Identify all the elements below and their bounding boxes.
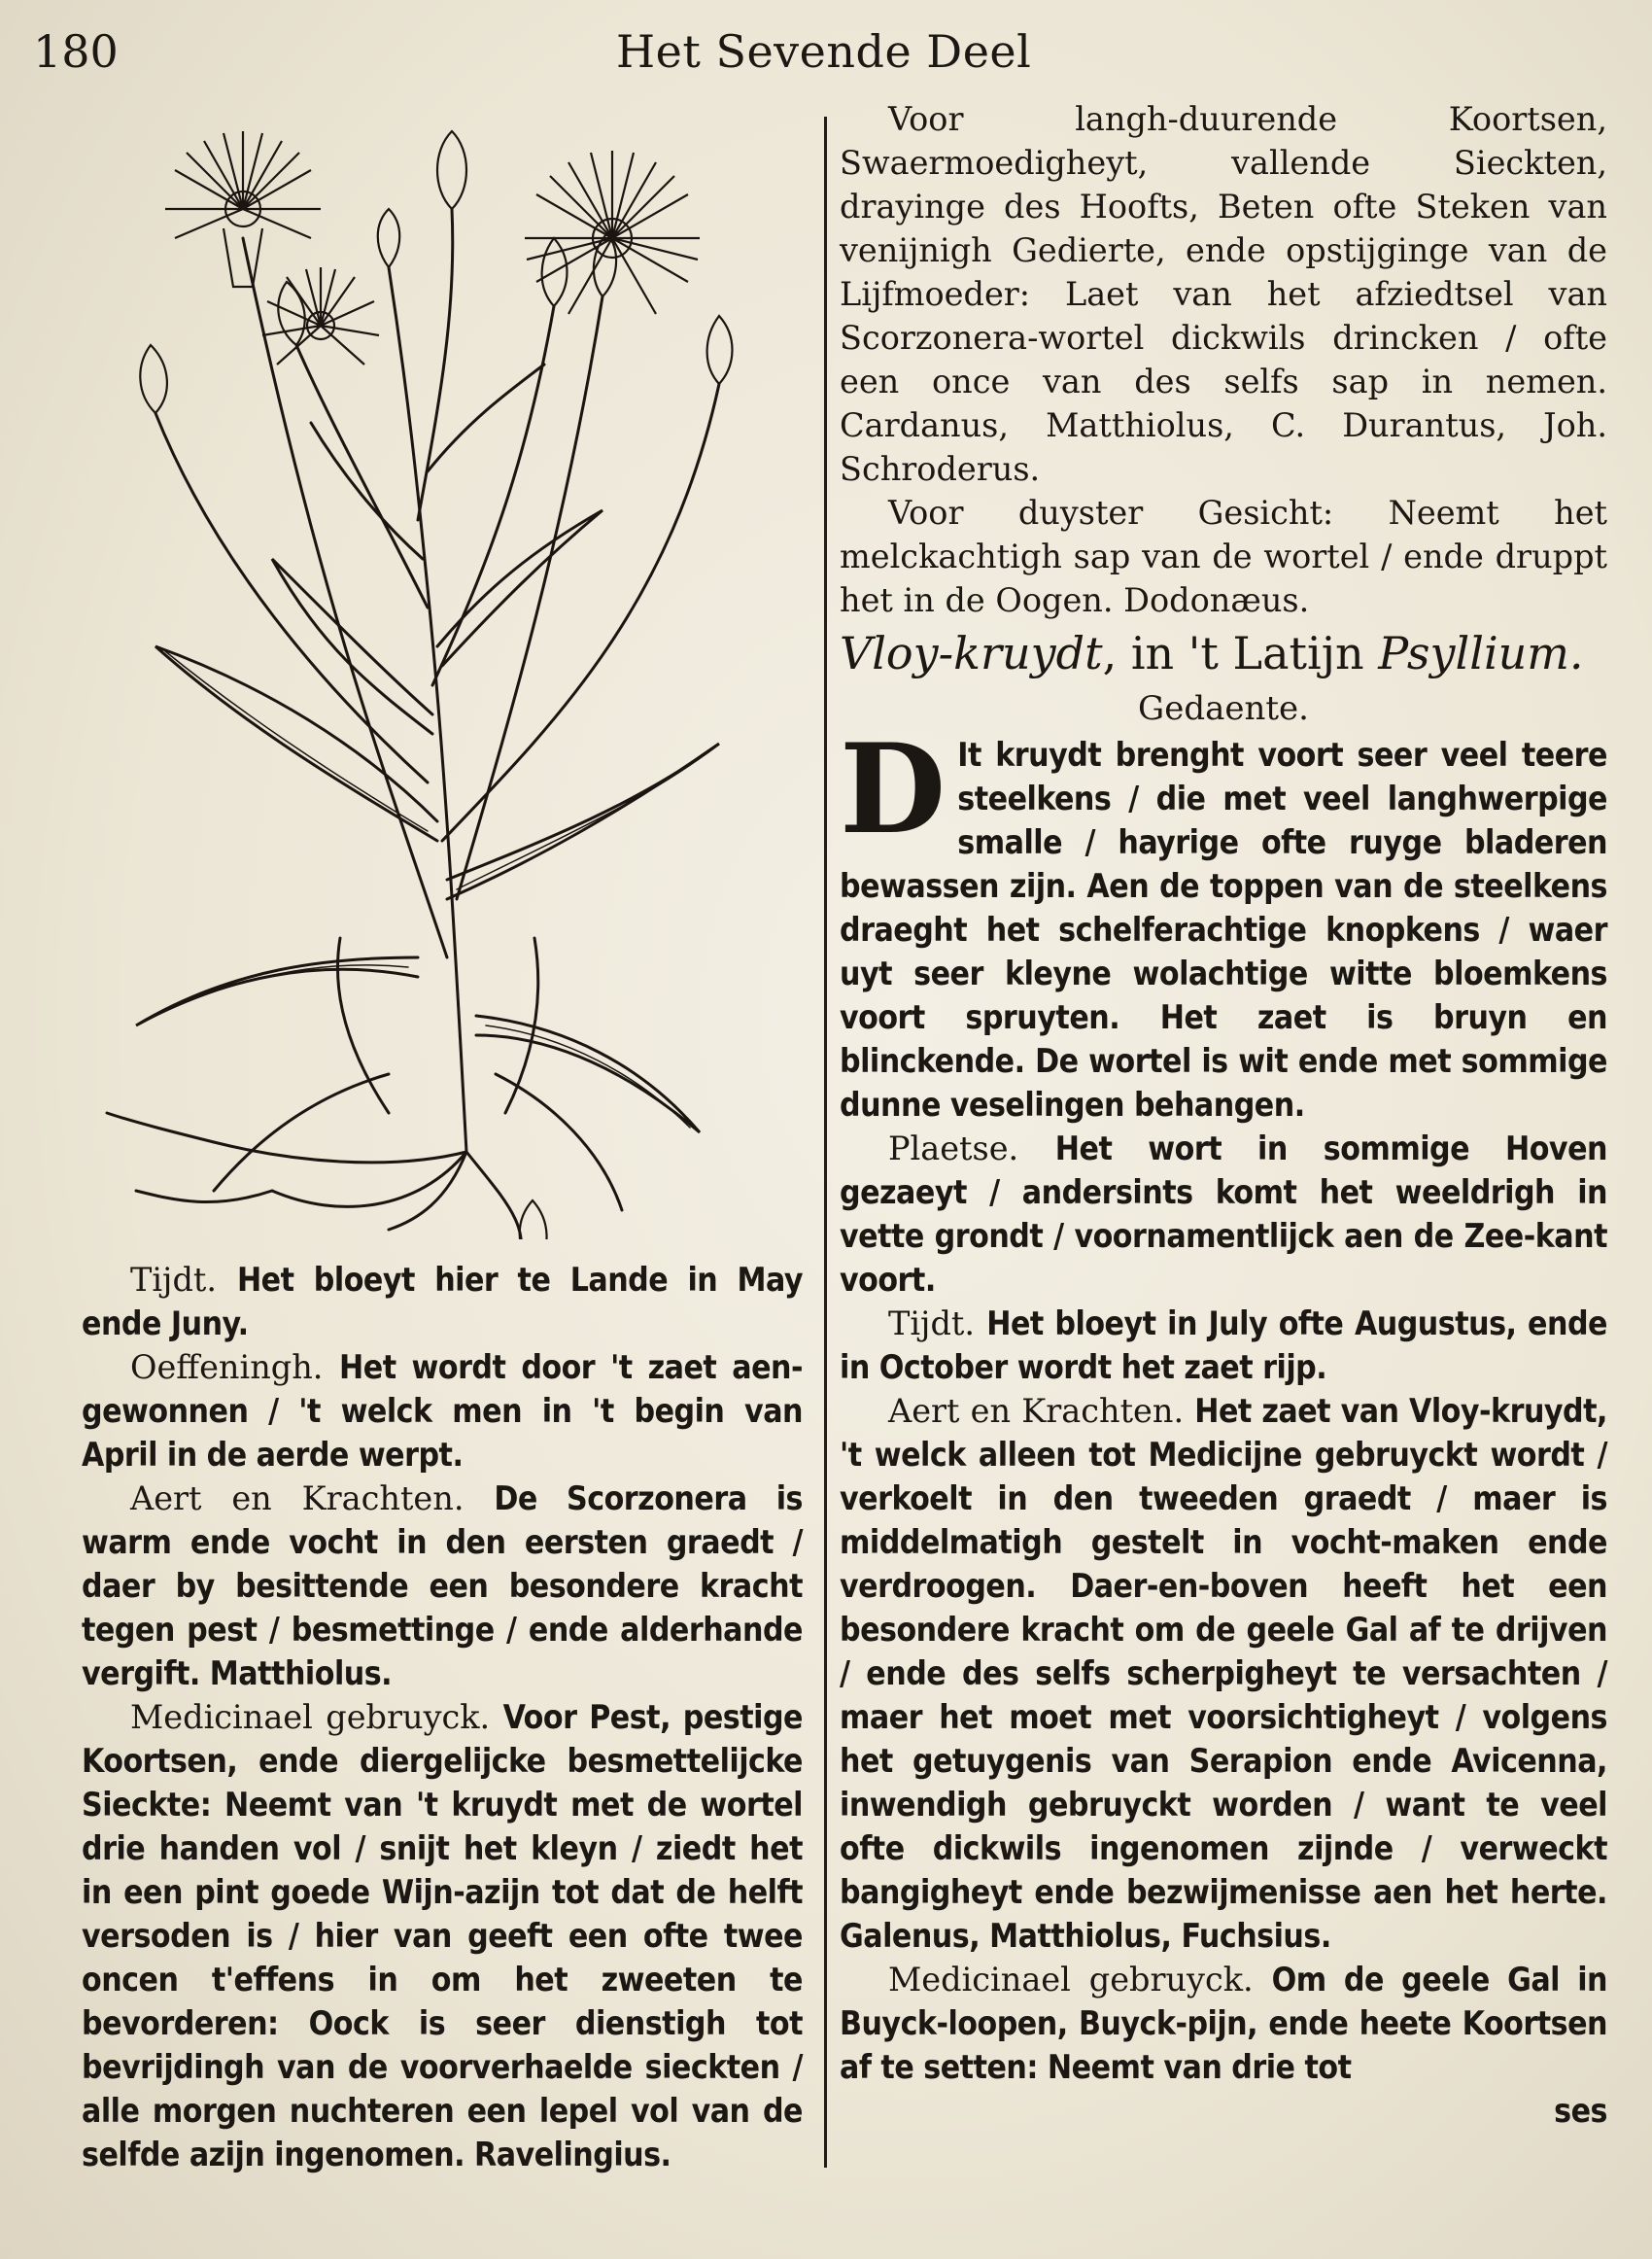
paragraph-text: Voor Pest, pestige Koortsen, ende diergelijcke besmettelijcke Sieckte: Neemt van 't kruydt met de wortel drie handen vol / snijt het kleyn / ziedt het in een pint goede Wijn-azijn tot dat de helft versoden is / hier van geeft een ofte twee oncen t'effens in om het zweeten te bevorderen: Oock is seer dienstigh tot bevrijdingh van de voorverhaelde sieckten / alle morgen nuchteren een lepel vol van de selfde azijn ingenomen. Ravelingius. <box>82 1698 804 2173</box>
subheading-gedaente: Gedaente. <box>1138 689 1309 728</box>
column-divider <box>824 117 827 2168</box>
paragraph-text: Voor duyster Gesicht: Neemt het melckachtigh sap van de wortel / ende druppt het in de Oogen. Dodonæus. <box>840 494 1607 619</box>
paragraph-text: Het wordt door 't zaet aen-gewonnen / 't welck men in 't begin van April in de aerde werpt. <box>82 1348 804 1474</box>
paragraph-label: Plaetse. <box>888 1130 1019 1167</box>
paragraph-text: Het wort in sommige Hoven gezaeyt / andersints komt het weeldrigh in vette grondt / voornamentlijck aen de Zee-kant voort. <box>840 1130 1607 1299</box>
paragraph-text: Voor langh-duurende Koortsen, Swaermoedigheyt, vallende Sieckten, drayinge des Hoofts, Beten ofte Steken van venijnigh Gedierte, ende opstijginge van de Lijfmoeder: Laet van het afziedtsel van Scorzonera-wortel dickwils drincken / ofte een once van des selfs sap in nemen. Cardanus, Matthiolus, C. Durantus, Joh. Schroderus. <box>840 100 1607 488</box>
section-heading-italic: Vloy-kruydt <box>840 627 1103 679</box>
catchword <box>840 2089 1607 2133</box>
paragraph-oeffeningh <box>82 1345 803 1477</box>
paragraph-label: Medicinael gebruyck. <box>130 1698 491 1736</box>
paragraph-aert-en-krachten <box>82 1477 803 1695</box>
section-heading-latin: Psyllium. <box>1378 627 1584 679</box>
paragraph-duyster-gesicht <box>840 491 1607 622</box>
paragraph-label: Aert en Krachten. <box>888 1392 1185 1430</box>
paragraph-gedaente <box>840 717 1607 1127</box>
paragraph-label: Oeffeningh. <box>130 1348 324 1386</box>
paragraph-label: Aert en Krachten. <box>130 1479 465 1517</box>
paragraph-medicinael-gebruyck-right <box>840 1958 1607 2089</box>
drop-cap: D <box>840 717 946 861</box>
paragraph-text: Het bloeyt in July ofte Augustus, ende in October wordt het zaet rijp. <box>840 1304 1607 1386</box>
paragraph-text: It kruydt brenght voort seer veel teere steelkens / die met veel langhwerpige smalle / hayrige ofte ruyge bladeren bewassen zijn. Aen de toppen van de steelkens draeght het schelferachtige knopkens / waer uyt seer kleyne wolachtige witte bloemkens voort spruyten. Het zaet is bruyn en blinckende. De wortel is wit ende met sommige dunne veselingen behangen. <box>840 736 1607 1124</box>
paragraph-text: De Scorzonera is warm ende vocht in den eersten graedt / daer by besittende een besondere kracht tegen pest / besmettinge / ende alderhande vergift. Matthiolus. <box>82 1479 803 1692</box>
paragraph-text: Om de geele Gal in Buyck-loopen, Buyck-pijn, ende heete Koortsen af te setten: Neemt van drie tot <box>840 1961 1608 2086</box>
page-number: 180 <box>33 25 119 78</box>
paragraph-label: Tijdt. <box>888 1304 976 1342</box>
page-header <box>33 21 1613 80</box>
paragraph-tijdt <box>82 1258 803 1345</box>
section-heading-middle: , in 't Latijn <box>1102 627 1364 679</box>
catchword-text: ses <box>1554 2092 1607 2130</box>
running-title: Het Sevende Deel <box>616 25 1032 78</box>
paragraph-langh-duurende-koortsen <box>840 97 1607 491</box>
paragraph-medicinael-gebruyck <box>82 1695 803 2176</box>
paragraph-text: Het bloeyt hier te Lande in May ende Juny. <box>82 1261 803 1342</box>
paragraph-label: Tijdt. <box>130 1261 218 1299</box>
section-heading <box>840 622 1607 684</box>
paragraph-plaetse <box>840 1127 1607 1302</box>
paragraph-label: Medicinael gebruyck. <box>888 1961 1254 1998</box>
paragraph-tijdt-right <box>840 1302 1607 1389</box>
paragraph-aert-en-krachten-right <box>840 1389 1607 1958</box>
cornflower-plant-woodcut-icon <box>97 102 777 1239</box>
paragraph-text: Het zaet van Vloy-kruydt, 't welck alleen tot Medicijne gebruyckt wordt / verkoelt in den tweeden graedt / maer is middelmatigh gestelt in vocht-maken ende verdroogen. Daer-en-boven heeft het een besondere kracht om de geele Gal af te drijven / ende des selfs scherpigheyt te versachten / maer het moet met voorsichtigheyt / volgens het getuygenis van Serapion ende Avicenna, inwendigh gebruyckt worden / want te veel ofte dickwils ingenomen zijnde / verweckt bangigheyt ende bezwijmenisse aen het herte. Galenus, Matthiolus, Fuchsius. <box>840 1392 1607 1955</box>
right-column <box>840 97 1607 2133</box>
left-column <box>82 1258 803 2176</box>
